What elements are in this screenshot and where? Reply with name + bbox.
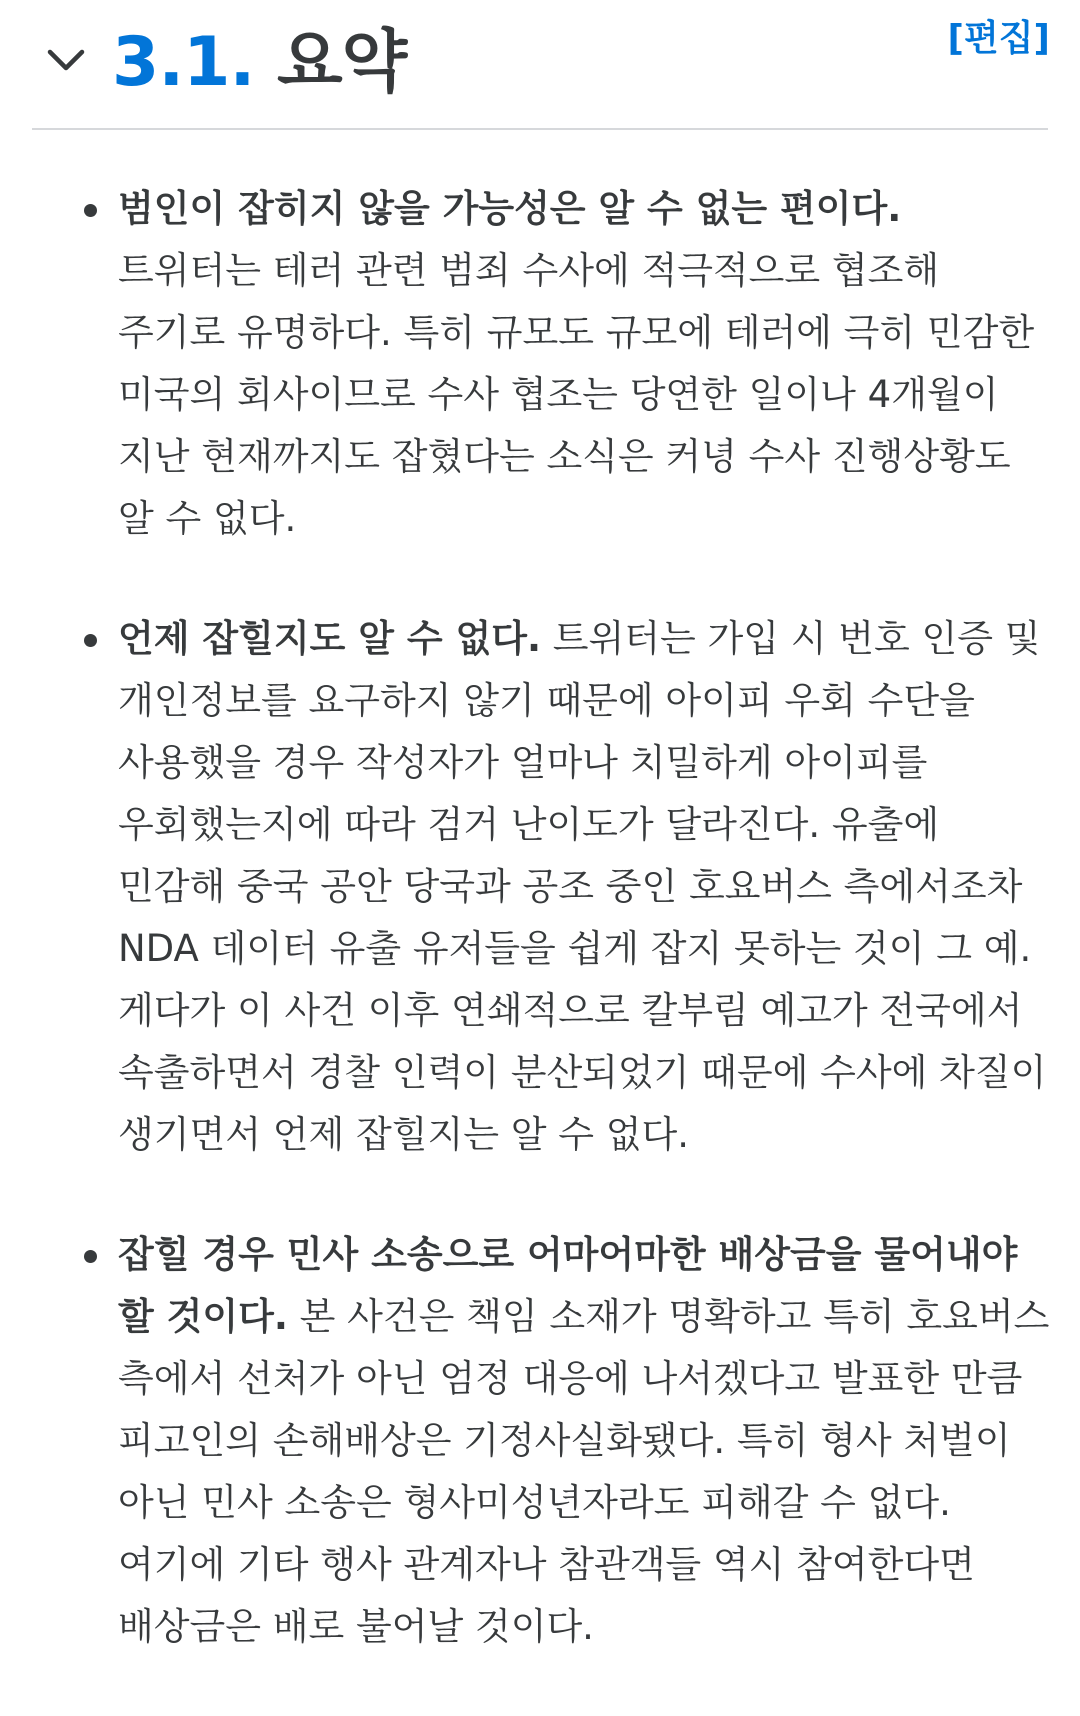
section-divider [32,128,1048,130]
section-heading [112,18,406,108]
summary-list [0,178,1080,1658]
section-header [0,0,1080,130]
chevron-down-icon[interactable] [44,38,88,82]
item-text: 트위터는 가입 시 번호 인증 및 개인정보를 요구하지 않기 때문에 아이피 우회 수단을 사용했을 경우 작성자가 얼마나 치밀하게 아이피를 우회했는지에 따라 검거 난이도가 달라진다. 유출에 민감해 중국 공안 당국과 공조 중인 호요버스 측에서조차 NDA 데이터 유출 유저들을 쉽게 잡지 못하는 것이 그 예. 게다가 이 사건 이후 연쇄적으로 칼부림 예고가 전국에서 속출하면서 경찰 인력이 분산되었기 때문에 수사에 차질이 생기면서 언제 잡힐지는 알 수 없다. [118,617,1047,1156]
item-text: 트위터는 테러 관련 범죄 수사에 적극적으로 협조해 주기로 유명하다. 특히 규모도 규모에 테러에 극히 민감한 미국의 회사이므로 수사 협조는 당연한 일이나 4개월이 지난 현재까지도 잡혔다는 소식은 커녕 수사 진행상황도 알 수 없다. [118,249,1035,540]
list-item [0,608,1080,1166]
edit-link[interactable]: [편집] [947,18,1050,59]
item-lead: 잡힐 경우 민사 소송으로 어마어마한 배상금을 물어내야 할 것이다. [118,1233,1018,1338]
list-item [0,178,1080,550]
bullet-icon [84,634,97,647]
section-content [0,178,1080,1716]
item-lead: 범인이 잡히지 않을 가능성은 알 수 없는 편이다. [118,187,902,230]
item-text: 본 사건은 책임 소재가 명확하고 특히 호요버스 측에서 선처가 아닌 엄정 대응에 나서겠다고 발표한 만큼 피고인의 손해배상은 기정사실화됐다. 특히 형사 처벌이 아닌 민사 소송은 형사미성년자라도 피해갈 수 없다. 여기에 기타 행사 관계자나 참관객들 역시 참여한다면 배상금은 배로 불어날 것이다. [118,1295,1050,1648]
bullet-icon [84,1250,97,1263]
item-lead: 언제 잡힐지도 알 수 없다. [118,617,542,660]
section-title: 요약 [276,23,407,102]
section-number[interactable]: 3.1. [112,23,255,102]
list-item [0,1224,1080,1658]
bullet-icon [84,204,97,217]
